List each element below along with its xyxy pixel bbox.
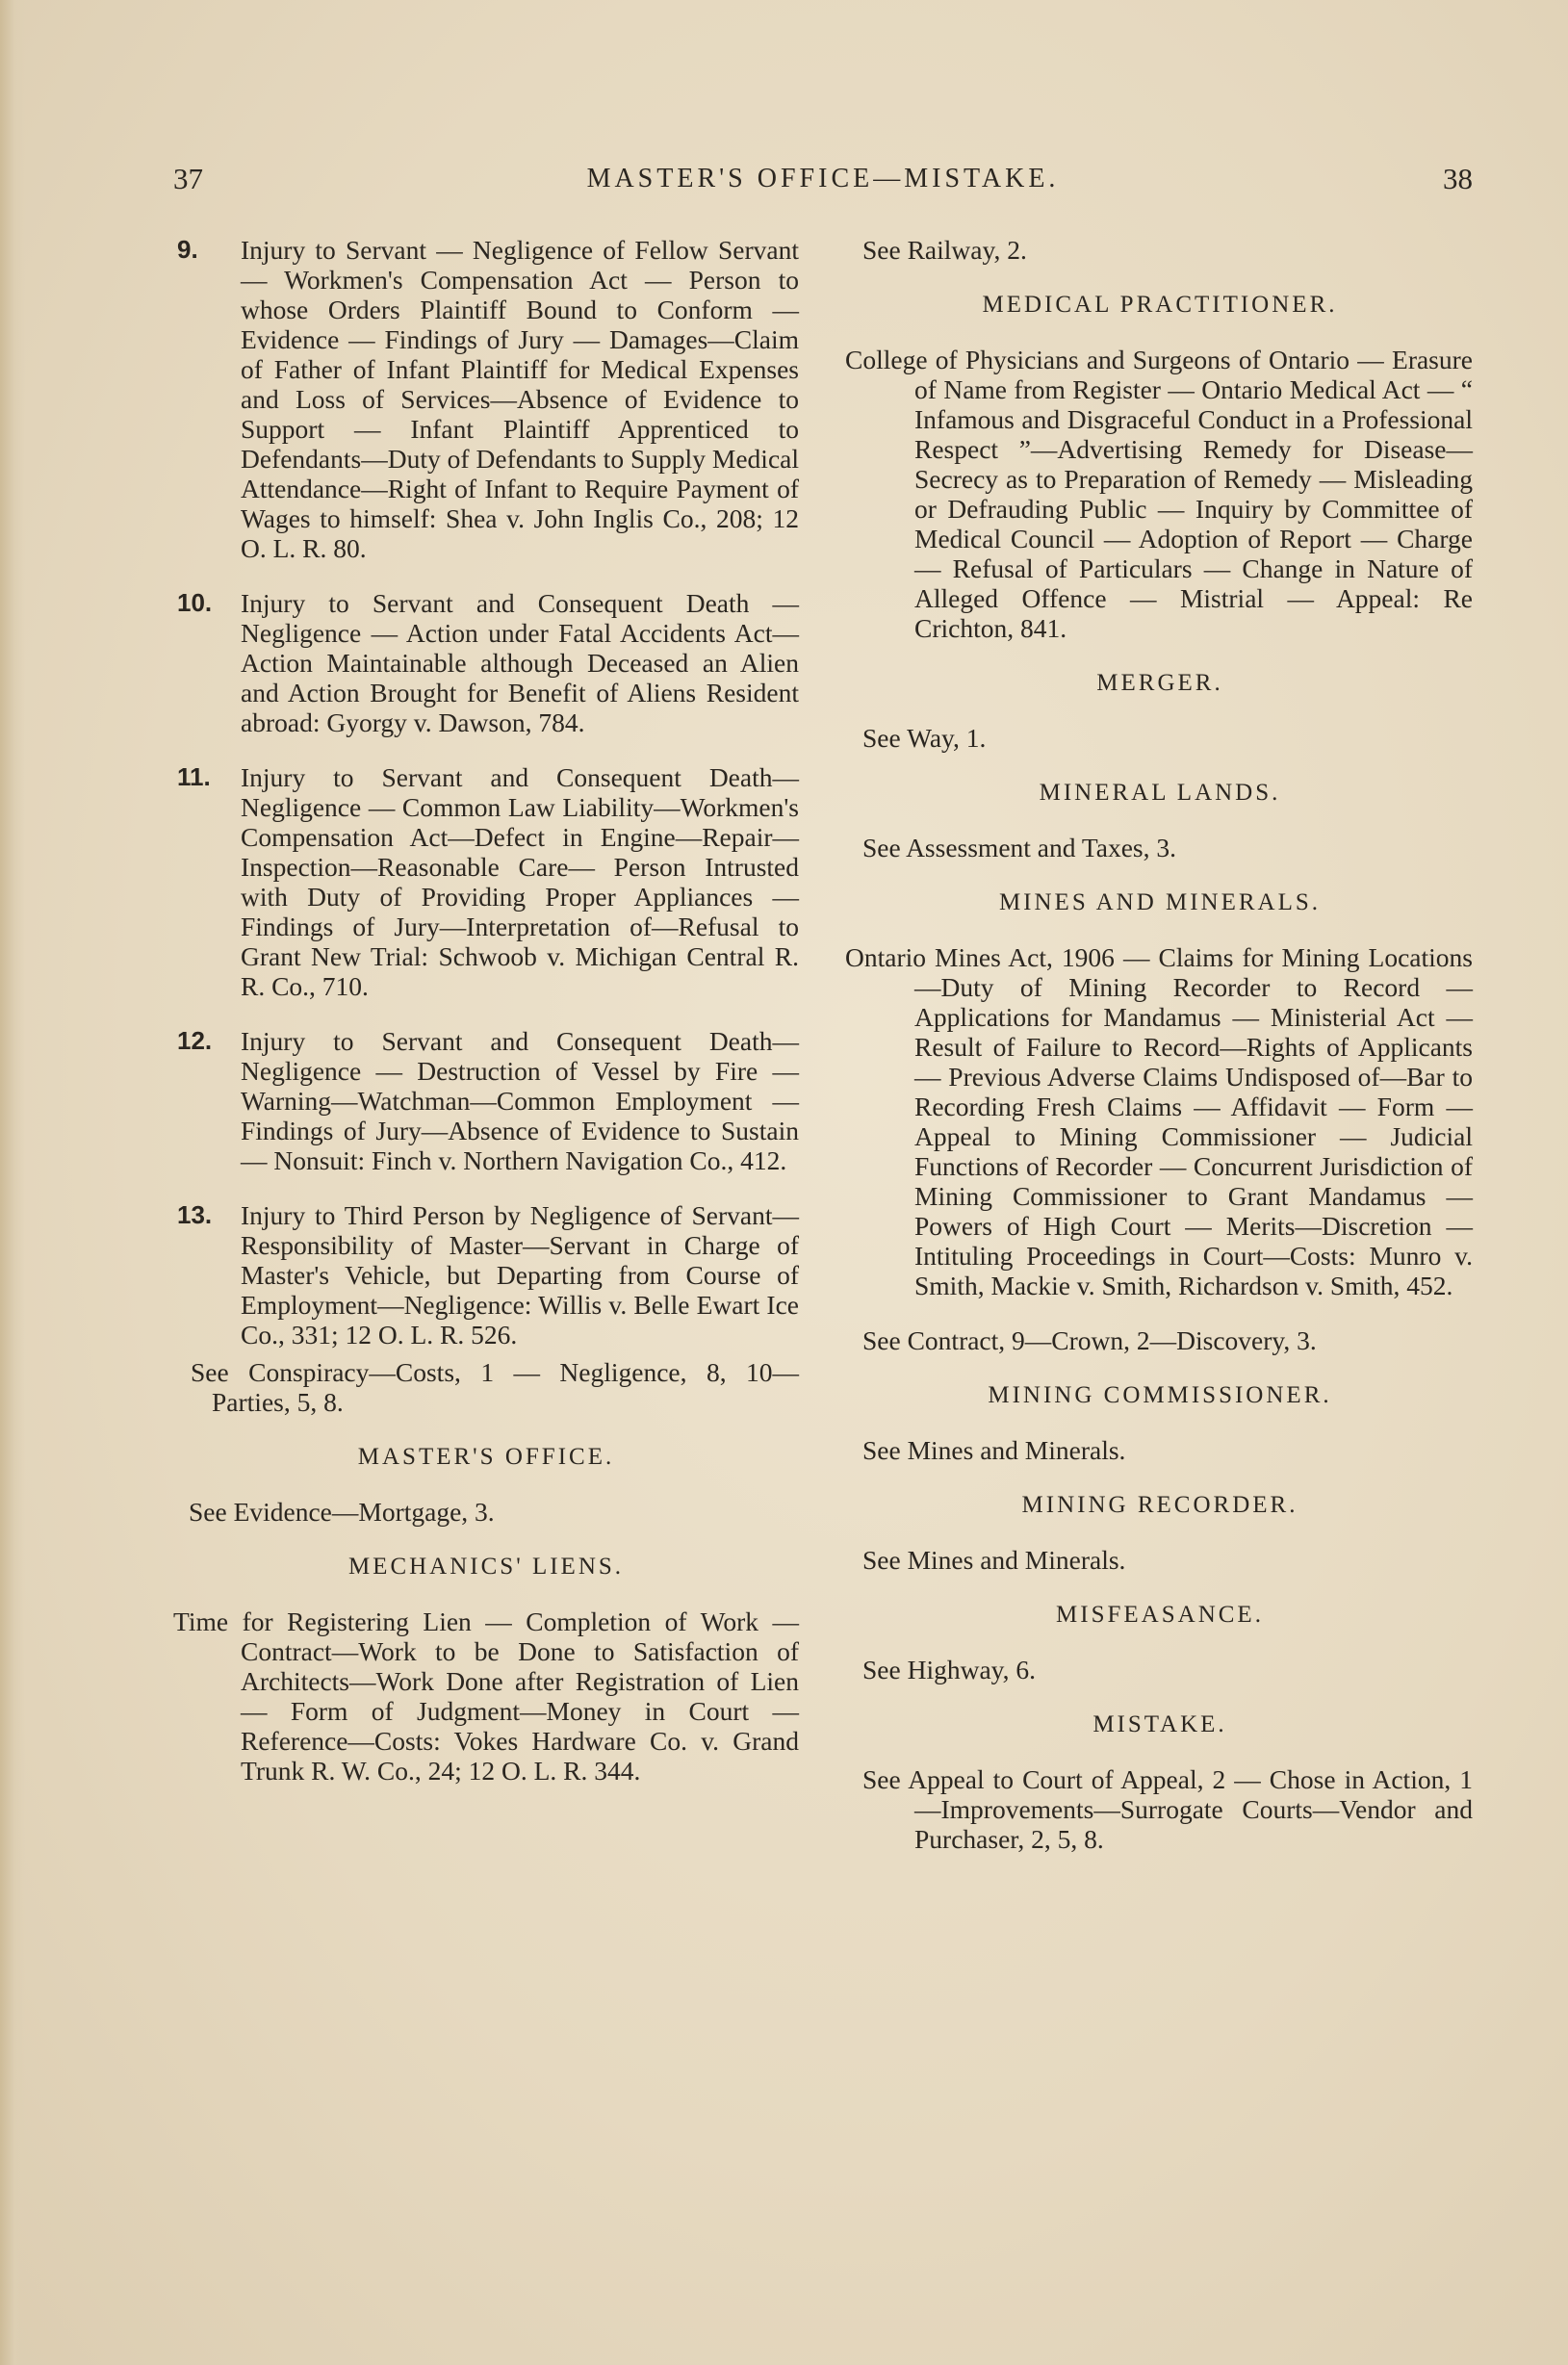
mines-and-minerals-entry: Ontario Mines Act, 1906 — Claims for Mining Locations—Duty of Mining Recorder to Record — Applications for Mandamus — Ministerial Act — Result of Failure to Record—Rights of Applicants — Previous Adverse Claims Undisposed of—Bar to Recording Fresh Claims — Affidavit — Form — Appeal to Mining Commissioner — Judicial Functions of Recorder — Concurrent Jurisdiction of Mining Commissioner to Grant Mandamus — Powers of High Court — Merits—Discretion — Intituling Proceedings in Court—Costs: Munro v. Smith, Mackie v. Smith, Richardson v. Smith, 452.: [845, 942, 1473, 1300]
entry-number: 10.: [177, 588, 213, 617]
running-title: MASTER'S OFFICE—MISTAKE.: [586, 164, 1060, 193]
heading-merger: MERGER.: [1096, 670, 1223, 696]
entry-10: [173, 588, 799, 737]
heading-medical-practitioner: MEDICAL PRACTITIONER.: [982, 292, 1338, 318]
page-binding-edge: [0, 0, 25, 2365]
entry-9: [173, 235, 799, 563]
entry-number: 11.: [177, 762, 211, 791]
heading-masters-office: MASTER'S OFFICE.: [357, 1444, 615, 1470]
heading-mechanics-liens: MECHANICS' LIENS.: [347, 1554, 625, 1580]
entry-number: 9.: [177, 235, 198, 264]
page-header: [173, 162, 1473, 204]
see-also-masters-office: See Evidence—Mortgage, 3.: [189, 1497, 495, 1527]
see-also-mining-commissioner: See Mines and Minerals.: [862, 1435, 1126, 1465]
see-also-mining-recorder: See Mines and Minerals.: [862, 1545, 1126, 1575]
mechanics-liens-entry: Time for Registering Lien — Completion of Work — Contract—Work to be Done to Satisfaction of Architects—Work Done after Registration of Lien — Form of Judgment—Money in Court — Reference—Costs: Vokes Hardware Co. v. Grand Trunk R. W. Co., 24; 12 O. L. R. 344.: [173, 1607, 799, 1786]
heading-mining-recorder: MINING RECORDER.: [1021, 1492, 1298, 1518]
entry-text: Injury to Servant and Consequent Death—Negligence — Common Law Liability—Workmen's Compensation Act—Defect in Engine—Repair—Inspection—Reasonable Care— Person Intrusted with Duty of Providing Proper Appliances — Findings of Jury—Interpretation of—Refusal to Grant New Trial: Schwoob v. Michigan Central R. R. Co., 710.: [241, 762, 799, 1001]
see-also-mines: See Contract, 9—Crown, 2—Discovery, 3.: [862, 1325, 1317, 1355]
see-also-misfeasance: See Highway, 6.: [862, 1655, 1036, 1684]
entry-text: Injury to Servant — Negligence of Fellow Servant — Workmen's Compensation Act — Person to whose Orders Plaintiff Bound to Conform — Evidence — Findings of Jury — Damages—Claim of Father of Infant Plaintiff for Medical Expenses and Loss of Services—Absence of Evidence to Support — Infant Plaintiff Apprenticed to Defendants—Duty of Defendants to Supply Medical Attendance—Right of Infant to Require Payment of Wages to himself: Shea v. John Inglis Co., 208; 12 O. L. R. 80.: [241, 235, 799, 563]
entry-12: [173, 1026, 799, 1175]
entry-text: Injury to Servant and Consequent Death — Negligence — Action under Fatal Accidents Act—Action Maintainable although Deceased an Alien and Action Brought for Benefit of Aliens Resident abroad: Gyorgy v. Dawson, 784.: [241, 588, 799, 737]
entry-11: [173, 762, 799, 1001]
medical-practitioner-entry: College of Physicians and Surgeons of Ontario — Erasure of Name from Register — Ontario Medical Act — “ Infamous and Disgraceful Conduct in a Professional Respect ”—Advertising Remedy for Disease—Secrecy as to Preparation of Remedy — Misleading or Defrauding Public — Inquiry by Committee of Medical Council — Adoption of Report — Charge — Refusal of Particulars — Change in Nature of Alleged Offence — Mistrial — Appeal: Re Crichton, 841.: [845, 345, 1473, 643]
see-also-mineral-lands: See Assessment and Taxes, 3.: [862, 833, 1176, 862]
entry-13: [173, 1200, 799, 1350]
entry-text: Injury to Servant and Consequent Death—Negligence — Destruction of Vessel by Fire — Warning—Watchman—Common Employment — Findings of Jury—Absence of Evidence to Sustain — Nonsuit: Finch v. Northern Navigation Co., 412.: [241, 1026, 799, 1175]
page-number-right: 38: [1443, 162, 1473, 195]
heading-mistake: MISTAKE.: [1092, 1711, 1227, 1737]
right-column: [847, 235, 1473, 1879]
heading-mining-commissioner: MINING COMMISSIONER.: [988, 1382, 1332, 1408]
heading-mineral-lands: MINERAL LANDS.: [1039, 780, 1281, 806]
see-also-mistake: See Appeal to Court of Appeal, 2 — Chose in Action, 1—Improvements—Surrogate Courts—Vendor and Purchaser, 2, 5, 8.: [862, 1764, 1473, 1854]
see-also-merger: See Way, 1.: [862, 723, 987, 753]
see-also-master-servant: See Conspiracy—Costs, 1 — Negligence, 8, 10—Parties, 5, 8.: [191, 1357, 799, 1417]
left-column: [173, 235, 799, 1811]
page-number-left: 37: [173, 162, 203, 195]
entry-number: 12.: [177, 1026, 213, 1055]
entry-text: Injury to Third Person by Negligence of Servant—Responsibility of Master—Servant in Charge of Master's Vehicle, but Departing from Course of Employment—Negligence: Willis v. Belle Ewart Ice Co., 331; 12 O. L. R. 526.: [241, 1200, 799, 1350]
entry-number: 13.: [177, 1200, 213, 1229]
heading-mines-and-minerals: MINES AND MINERALS.: [998, 889, 1322, 915]
see-also-railway: See Railway, 2.: [862, 235, 1027, 265]
heading-misfeasance: MISFEASANCE.: [1056, 1602, 1264, 1628]
